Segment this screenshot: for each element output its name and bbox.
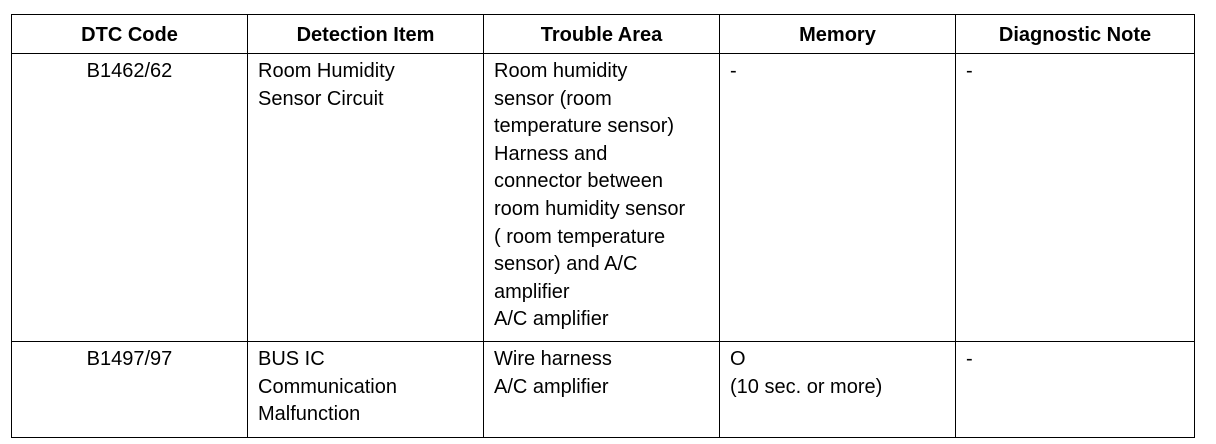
trouble-area-line: room humidity sensor	[494, 197, 686, 220]
trouble-area-line: A/C amplifier	[494, 308, 609, 331]
header-detection-item: Detection Item	[248, 15, 484, 54]
header-dtc-code: DTC Code	[12, 15, 248, 54]
trouble-area-line: amplifier	[494, 280, 570, 303]
detection-item-line: Communication	[258, 375, 397, 398]
header-trouble-area: Trouble Area	[484, 15, 720, 54]
memory-value: (10 sec. or more)	[730, 375, 883, 398]
dtc-code-cell	[12, 54, 248, 342]
header-row	[12, 15, 1195, 54]
detection-item-cell	[248, 342, 484, 438]
trouble-area-cell	[484, 54, 720, 342]
memory-value: -	[730, 60, 737, 82]
trouble-area-line: Room humidity	[494, 60, 628, 82]
trouble-area-line: A/C amplifier	[494, 375, 609, 398]
dtc-code: B1462/62	[86, 60, 173, 82]
diagnostic-note-value: -	[966, 60, 973, 82]
trouble-area-line: ( room temperature	[494, 225, 666, 248]
trouble-area-line: temperature sensor)	[494, 115, 675, 138]
detection-item-line: BUS IC	[258, 348, 325, 370]
table-row	[12, 54, 1195, 342]
detection-item-cell	[248, 54, 484, 342]
detection-item-line: Room Humidity	[258, 60, 395, 82]
detection-item-line: Sensor Circuit	[258, 87, 384, 110]
dtc-code-cell	[12, 342, 248, 438]
trouble-area-line: sensor) and A/C	[494, 253, 638, 276]
trouble-area-line: Wire harness	[494, 348, 612, 370]
memory-cell	[720, 342, 956, 438]
trouble-area-line: Harness and	[494, 142, 608, 165]
diagnostic-note-value: -	[966, 348, 973, 370]
trouble-area-cell	[484, 342, 720, 438]
memory-value: O	[730, 348, 746, 370]
trouble-area-line: sensor (room	[494, 87, 612, 110]
table-row	[12, 342, 1195, 438]
diagnostic-note-cell	[956, 342, 1195, 438]
header-memory: Memory	[720, 15, 956, 54]
dtc-table	[11, 14, 1195, 438]
diagnostic-note-cell	[956, 54, 1195, 342]
header-diagnostic-note: Diagnostic Note	[956, 15, 1195, 54]
dtc-code: B1497/97	[86, 348, 173, 370]
detection-item-line: Malfunction	[258, 403, 361, 426]
trouble-area-line: connector between	[494, 170, 664, 193]
memory-cell	[720, 54, 956, 342]
